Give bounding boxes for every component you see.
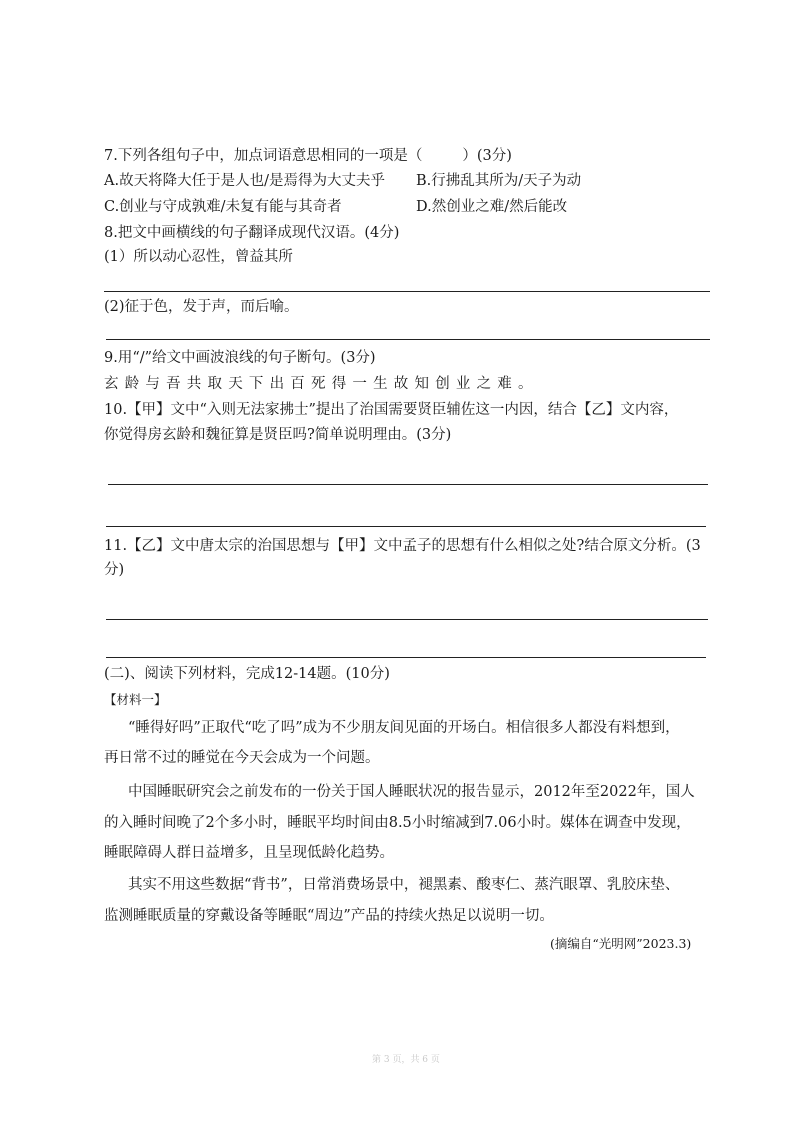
material-1-source: (摘编自“光明网”2023.3): [550, 936, 692, 951]
q11-stem-line-2: 分): [104, 562, 125, 578]
q8-item-1: (1）所以动心忍性，曾益其所: [104, 249, 293, 265]
material-1-paragraph-1-line-1: “睡得好吗”正取代“吃了吗”成为不少朋友间见面的开场白。相信很多人都没有料想到，: [128, 720, 680, 736]
q8-answer-line-1[interactable]: [104, 291, 710, 292]
material-1-paragraph-2-line-2: 的入睡时间晚了2个多小时，睡眠平均时间由8.5小时缩减到7.06小时。媒体在调查中发现，: [104, 815, 691, 831]
material-1-paragraph-2-line-3: 睡眠障碍人群日益增多，且呈现低龄化趋势。: [104, 845, 394, 861]
q8-answer-line-2[interactable]: [106, 339, 710, 340]
q10-stem-line-2: 你觉得房玄龄和魏征算是贤臣吗?简单说明理由。(3分): [104, 427, 452, 443]
q7-option-b: B.行拂乱其所为/天子为动: [416, 173, 582, 189]
page-footer: 第 3 页，共 6 页: [372, 1055, 440, 1065]
q7-stem-text: 7.下列各组句子中，加点词语意思相同的一项是（: [104, 148, 423, 164]
q9-stem: 9.用“/”给文中画波浪线的句子断句。(3分): [104, 350, 376, 366]
q10-answer-line-2[interactable]: [106, 526, 706, 527]
material-1-paragraph-2-line-1: 中国睡眠研究会之前发布的一份关于国人睡眠状况的报告显示，2012年至2022年，国人: [128, 784, 695, 800]
q10-answer-line-1[interactable]: [108, 484, 708, 485]
q8-stem: 8.把文中画横线的句子翻译成现代汉语。(4分): [104, 225, 400, 241]
q7-stem-score: ）(3分): [462, 148, 512, 164]
material-1-label: 【材料一】: [104, 692, 167, 707]
q7-option-c: C.创业与守成孰难/未复有能与其奇者: [104, 199, 342, 215]
q11-answer-line-2[interactable]: [106, 657, 706, 658]
q9-sentence: 玄龄与吾共取天下出百死得一生故知创业之难。: [104, 376, 539, 392]
section-2-heading: (二)、阅读下列材料，完成12-14题。(10分): [104, 666, 390, 682]
material-1-paragraph-3-line-2: 监测睡眠质量的穿戴设备等睡眠“周边”产品的持续火热足以说明一切。: [104, 908, 554, 924]
q7-option-a: A.故天将降大任于是人也/是焉得为大丈夫乎: [104, 173, 385, 189]
material-1-paragraph-1-line-2: 再日常不过的睡觉在今天会成为一个问题。: [104, 750, 380, 766]
q7-stem: [104, 146, 512, 166]
material-1-paragraph-3-line-1: 其实不用这些数据“背书”，日常消费场景中，褪黑素、酸枣仁、蒸汽眼罩、乳胶床垫、: [128, 877, 680, 893]
q10-stem-line-1: 10.【甲】文中“入则无法家拂士”提出了治国需要贤臣辅佐这一内因，结合【乙】文内容，: [104, 402, 679, 418]
q8-item-2: (2)征于色，发于声，而后喻。: [104, 299, 299, 315]
q11-answer-line-1[interactable]: [106, 619, 708, 620]
q11-stem-line-1: 11.【乙】文中唐太宗的治国思想与【甲】文中孟子的思想有什么相似之处?结合原文分析。(3: [104, 538, 701, 554]
q7-option-d: D.然创业之难/然后能改: [416, 199, 568, 215]
